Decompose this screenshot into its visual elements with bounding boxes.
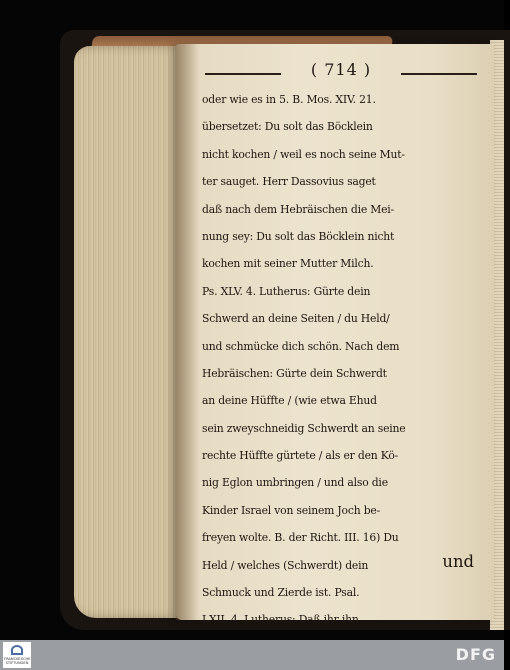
text-line: an deine Hüffte / (wie etwa Ehud bbox=[202, 394, 377, 408]
text-line: nig Eglon umbringen / und also die bbox=[202, 476, 388, 490]
text-line: Schmuck und Zierde ist. Psal. bbox=[202, 586, 360, 600]
text-line: nicht kochen / weil es noch seine Mut- bbox=[202, 147, 405, 161]
text-line: freyen wolte. B. der Richt. III. 16) Du bbox=[202, 531, 399, 545]
page-block-left bbox=[74, 46, 184, 618]
text-line: sein zweyschneidig Schwerdt an seine bbox=[202, 421, 406, 435]
text-line: Kinder Israel von seinem Joch be- bbox=[202, 503, 381, 517]
viewer-footer-bar bbox=[0, 640, 504, 670]
text-line: daß nach dem Hebräischen die Mei- bbox=[202, 202, 395, 216]
text-line: und schmücke dich schön. Nach dem bbox=[202, 339, 400, 353]
text-line: übersetzet: Du solt das Böcklein bbox=[202, 120, 373, 134]
text-line: LXII. 4. Lutherus: Daß ihr ihn bbox=[202, 613, 359, 627]
header-rule-right bbox=[401, 73, 477, 75]
page-number: ( 714 ) bbox=[310, 60, 372, 79]
page-gutter-shadow bbox=[176, 44, 198, 620]
text-line: ter sauget. Herr Dassovius saget bbox=[202, 175, 376, 189]
text-line: Ps. XLV. 4. Lutherus: Gürte dein bbox=[202, 284, 371, 298]
library-logo-icon bbox=[11, 645, 23, 655]
catchword: und bbox=[442, 552, 474, 571]
page-header bbox=[205, 58, 475, 88]
text-line: Held / welches (Schwerdt) dein bbox=[202, 558, 369, 572]
header-rule-left bbox=[205, 73, 281, 75]
library-logo bbox=[3, 642, 31, 668]
text-line: nung sey: Du solt das Böcklein nicht bbox=[202, 229, 395, 243]
dfg-logo: DFG bbox=[455, 645, 496, 664]
text-line: Schwerd an deine Seiten / du Held/ bbox=[202, 312, 390, 326]
text-line: Hebräischen: Gürte dein Schwerdt bbox=[202, 366, 387, 380]
text-line: kochen mit seiner Mutter Milch. bbox=[202, 257, 374, 271]
page-text-block bbox=[202, 86, 482, 661]
text-line: rechte Hüffte gürtete / als er den Kö- bbox=[202, 449, 399, 463]
library-logo-text: FRANCKESCHE STIFTUNGEN bbox=[4, 657, 31, 665]
text-line: oder wie es in 5. B. Mos. XIV. 21. bbox=[202, 93, 376, 106]
